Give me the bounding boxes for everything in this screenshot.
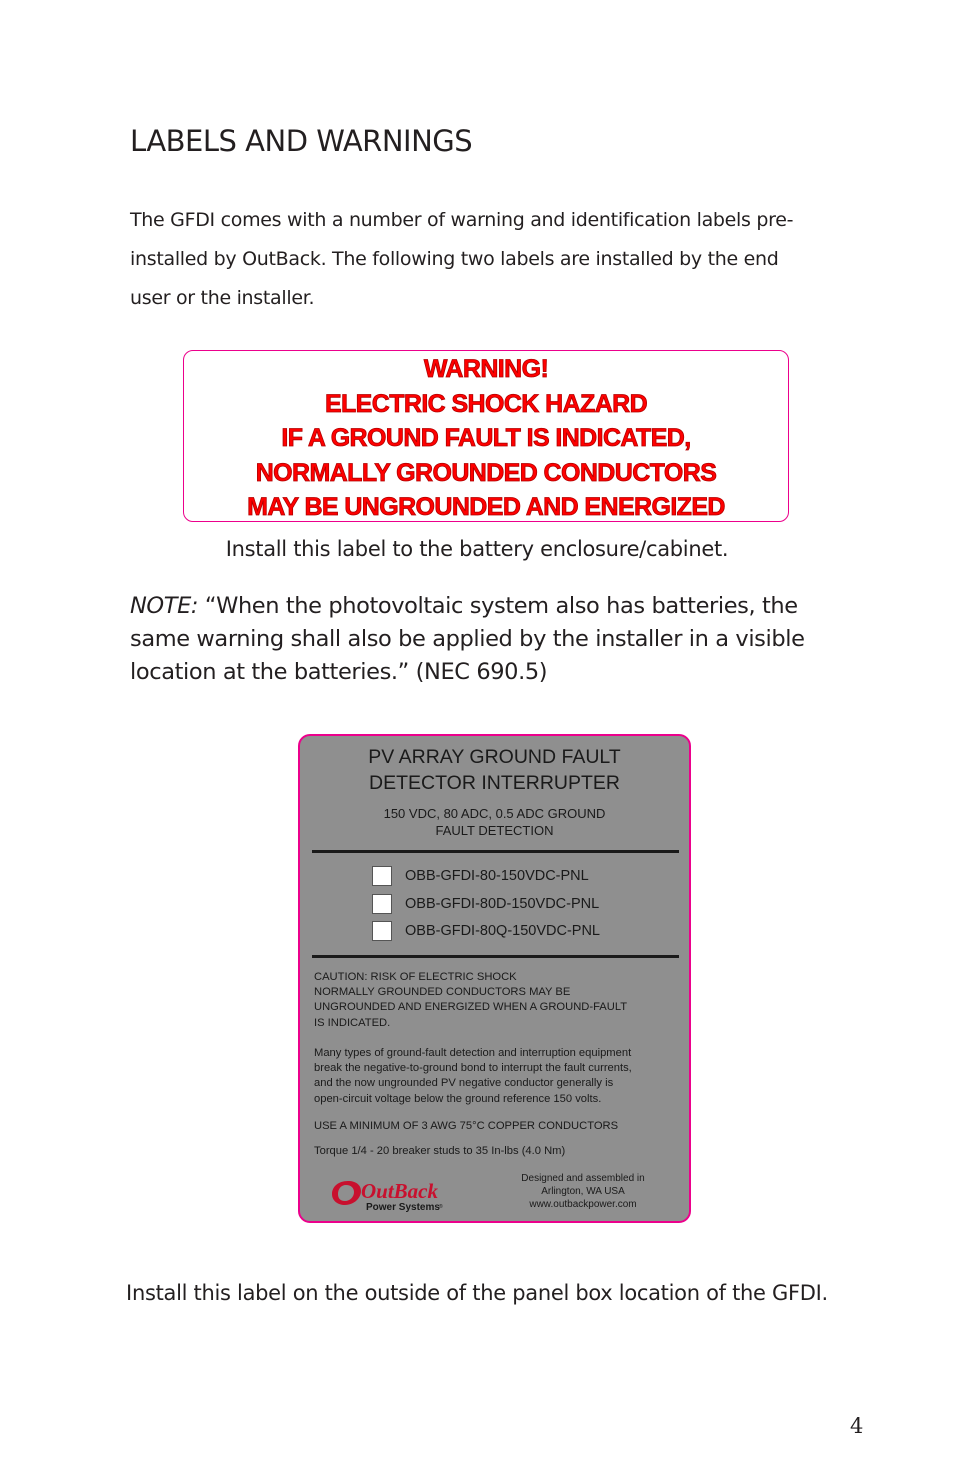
model-option (372, 919, 600, 943)
note-line (130, 590, 830, 623)
paragraph-line: Many types of ground-fault detection and interruption equipment (314, 1047, 632, 1059)
note-label: NOTE: (130, 593, 199, 619)
caution-line: CAUTION: RISK OF ELECTRIC SHOCK (314, 971, 517, 983)
gfdi-identification-label (298, 734, 691, 1223)
intro-paragraph (130, 201, 830, 318)
logo-wordmark: OutBack (361, 1179, 439, 1203)
logo-registered-mark: ® (439, 1204, 443, 1210)
torque-spec: Torque 1/4 - 20 breaker studs to 35 In-lbs (4.0 Nm) (314, 1145, 566, 1157)
note-line: location at the batteries.” (NEC 690.5) (130, 659, 548, 685)
ground-fault-paragraph (314, 1046, 679, 1107)
paragraph-line: open-circuit voltage below the ground reference 150 volts. (314, 1092, 602, 1105)
model-checkbox (372, 894, 392, 914)
divider (312, 955, 679, 958)
conductor-requirement: USE A MINIMUM OF 3 AWG 75°C COPPER CONDUCTORS (314, 1120, 619, 1132)
warning-line: IF A GROUND FAULT IS INDICATED, (281, 424, 691, 452)
model-option (372, 892, 599, 916)
caution-line: IS INDICATED. (314, 1016, 391, 1029)
website-text: www.outbackpower.com (529, 1199, 637, 1210)
warning-line: ELECTRIC SHOCK HAZARD (324, 389, 648, 418)
warning-line: WARNING! (423, 355, 549, 383)
battery-label-caption: Install this label to the battery enclosure/cabinet. (225, 537, 729, 561)
caution-line: NORMALLY GROUNDED CONDUCTORS MAY BE (314, 986, 571, 999)
outback-logo (330, 1172, 475, 1212)
warning-line: MAY BE UNGROUNDED AND ENERGIZED (247, 493, 725, 521)
note-line: same warning shall also be applied by the installer in a visible (130, 626, 805, 652)
logo-subtitle: Power Systems (366, 1202, 440, 1212)
page-title: LABELS AND WARNINGS (130, 124, 473, 158)
nec-note (130, 590, 830, 689)
model-number: OBB-GFDI-80-150VDC-PNL (405, 868, 589, 884)
designed-line: Designed and assembled in (521, 1173, 645, 1184)
caution-line: UNGROUNDED AND ENERGIZED WHEN A GROUND-FAULT (314, 1001, 628, 1014)
page-number: 4 (850, 1414, 864, 1438)
gfdi-title-line: PV ARRAY GROUND FAULT (368, 746, 621, 768)
gfdi-label-title (300, 744, 689, 796)
model-number: OBB-GFDI-80D-150VDC-PNL (405, 896, 600, 912)
model-option (372, 864, 589, 888)
gfdi-rating (300, 805, 689, 839)
intro-line: The GFDI comes with a number of warning and identification labels pre- (130, 209, 794, 231)
divider (312, 850, 679, 853)
intro-line: user or the installer. (130, 287, 315, 309)
note-text: “When the photovoltaic system also has batteries, the (198, 593, 798, 619)
shock-hazard-warning-label (183, 350, 789, 522)
paragraph-line: and the now ungrounded PV negative conductor generally is (314, 1077, 614, 1090)
model-number: OBB-GFDI-80Q-150VDC-PNL (405, 923, 600, 939)
model-checkbox (372, 921, 392, 941)
paragraph-line: break the negative-to-ground bond to interrupt the fault currents, (314, 1062, 632, 1075)
designed-line: Arlington, WA USA (541, 1186, 625, 1197)
gfdi-title-line: DETECTOR INTERRUPTER (369, 772, 620, 794)
gfdi-spec-line: FAULT DETECTION (435, 823, 554, 838)
logo-swoosh (332, 1181, 361, 1205)
intro-line: installed by OutBack. The following two labels are installed by the end (130, 248, 779, 270)
gfdi-spec-line: 150 VDC, 80 ADC, 0.5 ADC GROUND (383, 806, 606, 821)
caution-text (314, 970, 679, 1031)
manufacturer-info (508, 1172, 658, 1211)
warning-line: NORMALLY GROUNDED CONDUCTORS (255, 458, 717, 487)
model-checkbox (372, 866, 392, 886)
panel-label-caption: Install this label on the outside of the panel box location of the GFDI. (126, 1281, 828, 1305)
